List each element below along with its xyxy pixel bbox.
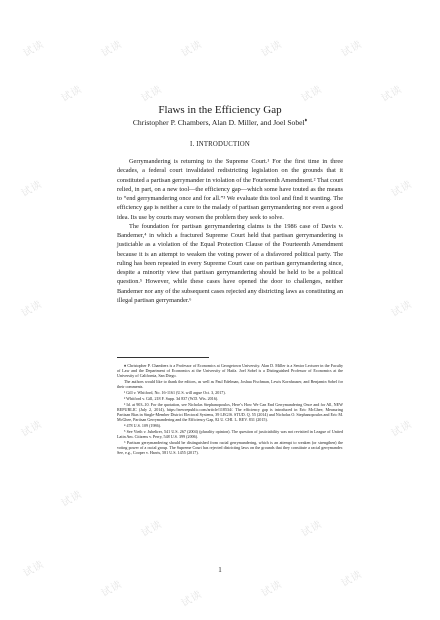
watermark: 试读 <box>389 178 415 200</box>
watermark: 试读 <box>389 298 415 320</box>
body-text <box>117 157 343 305</box>
footnote: ⁶ Partisan gerrymandering should be distinguished from racial gerrymandering, which is an attempt to weaken (or strengthen) the voting power of a racial group. The Supreme Court has rejected districting laws on the grounds that they constitute a racial gerrymander. See, e.g., Cooper v. Harris, 581 U.S. 1455 (2017). <box>117 439 343 456</box>
watermark: 试读 <box>179 38 205 60</box>
watermark: 试读 <box>21 558 47 580</box>
watermark: 试读 <box>99 578 125 600</box>
watermark: 试读 <box>389 418 415 440</box>
watermark: 试读 <box>21 38 47 60</box>
footnote: ♦ Christopher P. Chambers is a Professor of Economics at Georgetown University. Alan D. Miller is a Senior Lecturer in the Faculty of Law and the Department of Economics at the University of Haifa. Joel Sobel is a Distinguished Professor of Economics at the University of California, San Diego. <box>117 363 343 379</box>
watermark: 试读 <box>19 418 45 440</box>
watermark: 试读 <box>379 83 405 105</box>
footnote: ⁵ See Vieth v. Jubelirer, 541 U.S. 267 (2004) (plurality opinion). The question of justiciability was not revisited in League of United Latin Am. Citizens v. Perry, 548 U.S. 399 (2006). <box>117 428 343 439</box>
watermark: 试读 <box>59 83 85 105</box>
watermark: 试读 <box>299 83 325 105</box>
footnote: ¹ Gill v. Whitford, No. 16-1161 (U.S. will argue Oct. 3, 2017). <box>124 390 226 396</box>
section-heading: I. INTRODUCTION <box>189 141 250 148</box>
watermark: 试读 <box>179 588 205 610</box>
page-number: 1 <box>218 566 222 574</box>
footnote-divider <box>117 357 209 358</box>
watermark: 试读 <box>339 568 365 590</box>
footnote: The authors would like to thank the editors, as well as Paul Edelman, Joshua Fischman, Lewis Kornhauser, and Benjamin Sobel for their comments. <box>117 379 343 390</box>
watermark: 试读 <box>259 38 285 60</box>
watermark: 试读 <box>139 83 165 105</box>
watermark: 试读 <box>139 518 165 540</box>
watermark: 试读 <box>19 178 45 200</box>
footnote: ⁴ 478 U.S. 109 (1986). <box>124 423 162 429</box>
watermark: 试读 <box>59 488 85 510</box>
paragraph: Gerrymandering is returning to the Supreme Court.¹ For the first time in three decades, a federal court invalidated redistricting legislation on the grounds that it constituted a partisan gerrymander in violation of the Fourteenth Amendment.² That court relied, in part, on a new tool—the efficiency gap—which some have touted as the means to “end gerrymandering once and for all.”³ We evaluate this tool and find it wanting. The efficiency gap is neither a cure to the malady of partisan gerrymandering nor even a good idea. Its use by courts may worsen the problem they seek to solve. <box>117 158 343 221</box>
footnote: ² Whitford v. Gill, 218 F. Supp. 3d 837 (W.D. Wis. 2016). <box>124 395 219 401</box>
footnotes <box>117 363 343 456</box>
paragraph: The foundation for partisan gerrymandering claims is the 1986 case of Davis v. Bandemer,⁴ in which a fractured Supreme Court held that partisan gerrymandering is justiciable as a violation of the Equal Protection Clause of the Fourteenth Amendment because it is an attempt to weaken the voting power of a disfavored political party. The ruling has been repeated in every Supreme Court case on partisan gerrymandering since, despite a minority view that partisan gerrymandering should be held to be a political question.⁵ However, while these cases have opened the door to challenges, neither Bandemer nor any of the subsequent cases rejected any districting laws as constituting an illegal partisan gerrymander.⁶ <box>117 222 343 304</box>
watermark: 试读 <box>259 578 285 600</box>
watermark: 试读 <box>339 38 365 60</box>
author-footnote-mark: ♦ <box>304 118 308 124</box>
author-line <box>0 118 440 127</box>
watermark: 试读 <box>299 518 325 540</box>
paper-title: Flaws in the Efficiency Gap <box>158 104 282 116</box>
watermark: 试读 <box>19 298 45 320</box>
footnote: ³ Id. at 903–10. For the quotation, see Nicholas Stephanopoulos, Here’s How We Can End Gerrymandering Once and for All, NEW REPUBLIC (July 2, 2014), https://newrepublic.com/article/118534/. The efficiency gap is introduced in Eric McGhee, Measuring Partisan Bias in Single-Member District Electoral Systems, 39 LEGIS. STUD. Q. 55 (2014) and Nicholas O. Stephanopoulos and Eric M. McGhee, Partisan Gerrymandering and the Efficiency Gap, 82 U. CHI. L. REV. 831 (2015). <box>117 401 343 423</box>
author-names: Christopher P. Chambers, Alan D. Miller, and Joel Sobel <box>132 118 305 127</box>
watermark: 试读 <box>99 38 125 60</box>
